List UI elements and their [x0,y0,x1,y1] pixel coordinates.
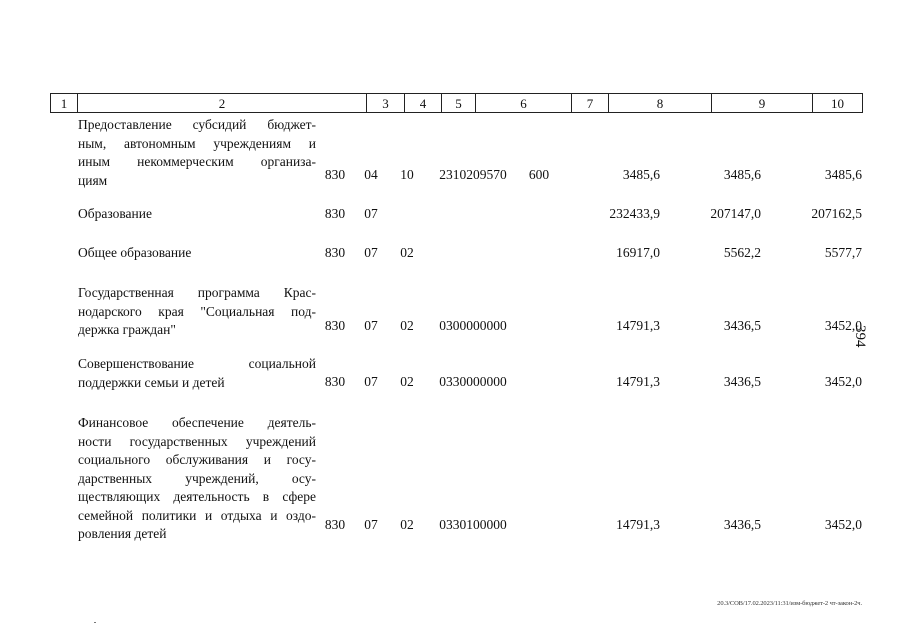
cell-sum-1: 3485,6 [622,167,660,182]
header-col-10: 10 [831,96,844,111]
cell-csr: 0330000000 [439,374,507,389]
cell-csr: 0300000000 [439,318,507,333]
name-line: Общее образование [78,245,192,260]
cell-sum-3: 3485,6 [824,167,862,182]
table-header-row [50,93,863,113]
row-name [78,244,316,263]
cell-csr: 2310209570 [439,167,507,182]
name-line: Государственная программа Крас- [78,285,316,300]
cell-sum-2: 207147,0 [710,206,761,221]
cell-sum-2: 3436,5 [723,374,761,389]
cell-podrazdel: 02 [400,374,414,389]
cell-sum-2: 5562,2 [723,245,761,260]
name-line: Совершенствование социальной [78,356,316,371]
name-line: держка граждан" [78,322,176,337]
cell-csr: 0330100000 [439,517,507,532]
cell-sum-2: 3436,5 [723,318,761,333]
cell-sum-3: 207162,5 [811,206,862,221]
name-line: социального обслуживания и госу- [78,452,316,467]
cell-ved: 830 [324,167,346,182]
row-name [78,284,316,340]
name-line: иным некоммерческим организа- [78,154,316,169]
header-col-4: 4 [405,94,442,112]
cell-sum-2: 3436,5 [723,517,761,532]
cell-sum-3: 3452,0 [824,517,862,532]
cell-razdel: 07 [364,318,378,333]
page-number: 394 [852,325,868,348]
name-line: семейной политики и отдыха и оздо- [78,507,316,523]
cell-sum-3: 3452,0 [824,374,862,389]
row-name [78,205,316,224]
header-col-7: 7 [572,94,609,112]
cell-sum-3: 3452,0 [824,318,862,333]
cell-sum-3: 5577,7 [824,245,862,260]
footer-note: 20.3/СОВ/17.02.2023/11:31/изм-бюджет-2 чт-закон-2ч. [717,600,862,607]
cell-ved: 830 [324,206,346,221]
header-col-1: 1 [51,94,78,112]
header-col-5: 5 [442,94,476,112]
cell-podrazdel: 02 [400,245,414,260]
cell-razdel: 07 [364,245,378,260]
name-line: поддержки семьи и детей [78,374,225,390]
name-line: ществляющих деятельность в сфере [78,489,316,504]
header-col-9: 9 [712,94,813,112]
name-line: циям [78,172,108,188]
header-col-3: 3 [367,94,405,112]
cell-podrazdel: 10 [400,167,414,182]
name-line: дарственных учреждений, осу- [78,470,316,486]
scan-speck [94,622,96,623]
cell-sum-2: 3485,6 [723,167,761,182]
cell-sum-1: 16917,0 [616,245,660,260]
name-line: Образование [78,206,152,221]
name-line: ности государственных учреждений [78,433,316,449]
cell-sum-1: 14791,3 [616,374,660,389]
cell-podrazdel: 02 [400,318,414,333]
cell-vr: 600 [528,167,550,182]
cell-sum-1: 232433,9 [609,206,660,221]
name-line: Предоставление субсидий бюджет- [78,117,316,132]
name-line: ным, автономным учреждениям и [78,135,316,151]
name-line: ровления детей [78,526,167,541]
row-name [78,414,316,544]
row-name [78,116,316,190]
cell-sum-1: 14791,3 [616,318,660,333]
cell-ved: 830 [324,374,346,389]
cell-sum-1: 14791,3 [616,517,660,532]
cell-razdel: 07 [364,517,378,532]
cell-ved: 830 [324,245,346,260]
header-col-6: 6 [476,94,572,112]
cell-ved: 830 [324,318,346,333]
row-name [78,355,316,392]
name-line: Финансовое обеспечение деятель- [78,415,316,430]
cell-razdel: 07 [364,206,378,221]
cell-podrazdel: 02 [400,517,414,532]
cell-ved: 830 [324,517,346,532]
header-col-8: 8 [609,94,712,112]
name-line: нодарского края "Социальная под- [78,303,316,319]
cell-razdel: 07 [364,374,378,389]
cell-razdel: 04 [364,167,378,182]
header-col-2: 2 [78,94,367,112]
